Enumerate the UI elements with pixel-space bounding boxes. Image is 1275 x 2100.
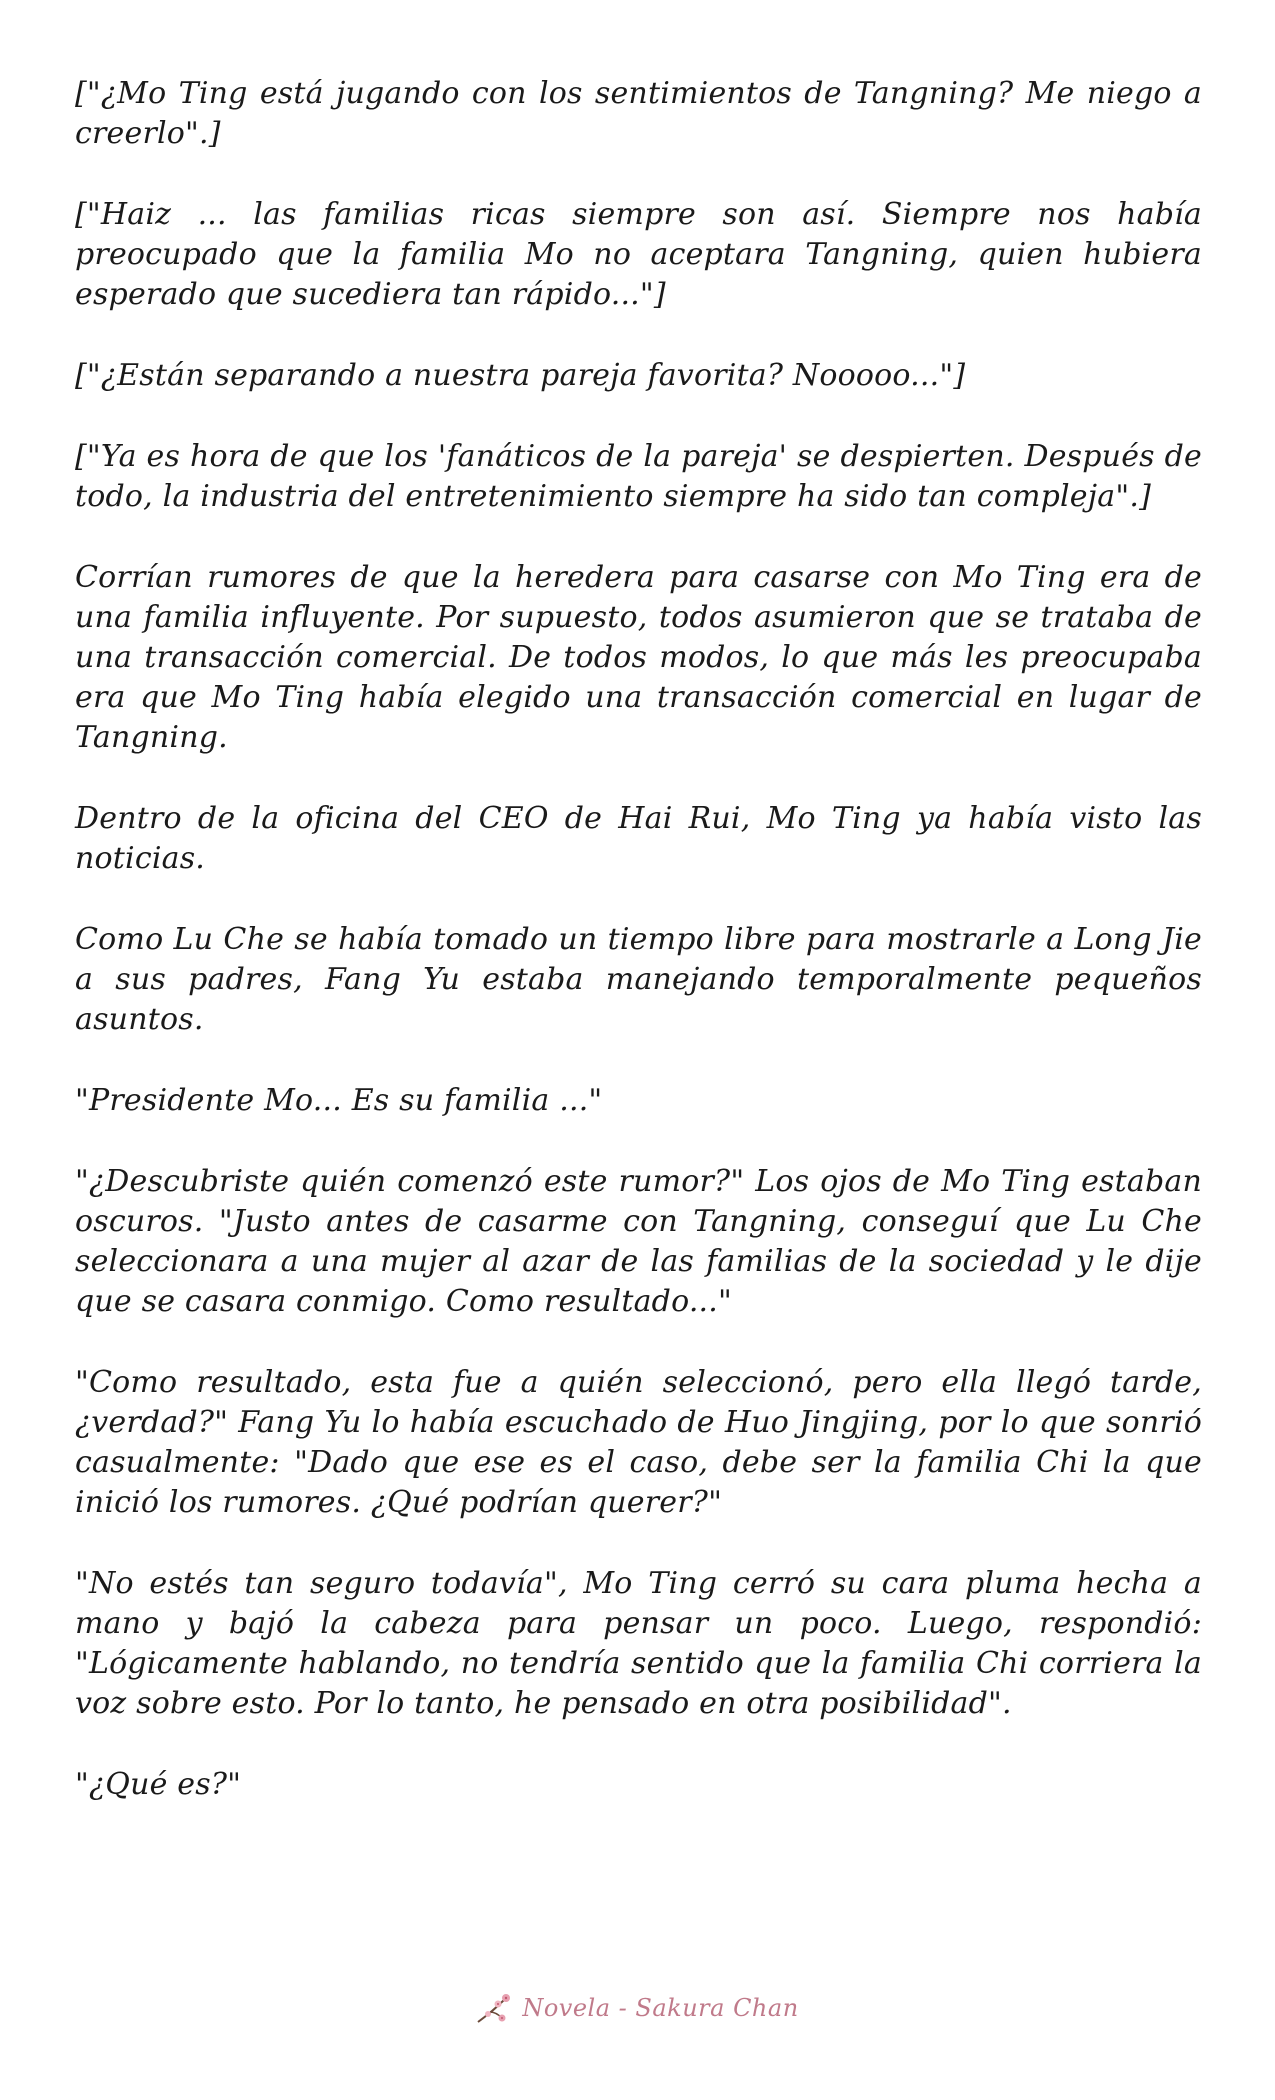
paragraph: "¿Qué es?" [75, 1767, 242, 1802]
sakura-branch-icon [476, 1990, 516, 2026]
paragraph: Corrían rumores de que la heredera para casarse con Mo Ting era de una familia influyente. Por supuesto, todos asumieron que se trataba de una transacción comercial. De todos modos, lo que más les preocupaba era que Mo Ting había elegido una transacción comercial en lugar de Tangning. [75, 560, 1202, 755]
paragraph: "Presidente Mo... Es su familia ..." [75, 1083, 603, 1118]
footer-watermark [0, 1990, 1275, 2026]
paragraph: ["Ya es hora de que los 'fanáticos de la pareja' se despierten. Después de todo, la industria del entretenimiento siempre ha sido tan compleja".] [75, 439, 1202, 514]
paragraph: ["¿Están separando a nuestra pareja favorita? Nooooo..."] [75, 358, 966, 393]
footer-text: Novela - Sakura Chan [522, 1994, 799, 2022]
paragraph: Dentro de la oficina del CEO de Hai Rui, Mo Ting ya había visto las noticias. [75, 801, 1202, 876]
paragraph: "¿Descubriste quién comenzó este rumor?" Los ojos de Mo Ting estaban oscuros. "Justo antes de casarme con Tangning, conseguí que Lu Che seleccionara a una mujer al azar de las familias de la sociedad y le dije que se casara conmigo. Como resultado..." [75, 1164, 1202, 1319]
paragraph: Como Lu Che se había tomado un tiempo libre para mostrarle a Long Jie a sus padres, Fang Yu estaba manejando temporalmente pequeños asuntos. [75, 922, 1202, 1037]
paragraph: "No estés tan seguro todavía", Mo Ting cerró su cara pluma hecha a mano y bajó la cabeza para pensar un poco. Luego, respondió: "Lógicamente hablando, no tendría sentido que la familia Chi corriera la voz sobre esto. Por lo tanto, he pensado en otra posibilidad". [75, 1566, 1202, 1721]
paragraph: "Como resultado, esta fue a quién seleccionó, pero ella llegó tarde, ¿verdad?" Fang Yu lo había escuchado de Huo Jingjing, por lo que sonrió casualmente: "Dado que ese es el caso, debe ser la familia Chi la que inició los rumores. ¿Qué podrían querer?" [75, 1365, 1202, 1520]
paragraph: ["Haiz ... las familias ricas siempre son así. Siempre nos había preocupado que la familia Mo no aceptara Tangning, quien hubiera esperado que sucediera tan rápido..."] [75, 197, 1202, 312]
paragraph: ["¿Mo Ting está jugando con los sentimientos de Tangning? Me niego a creerlo".] [75, 76, 1202, 151]
